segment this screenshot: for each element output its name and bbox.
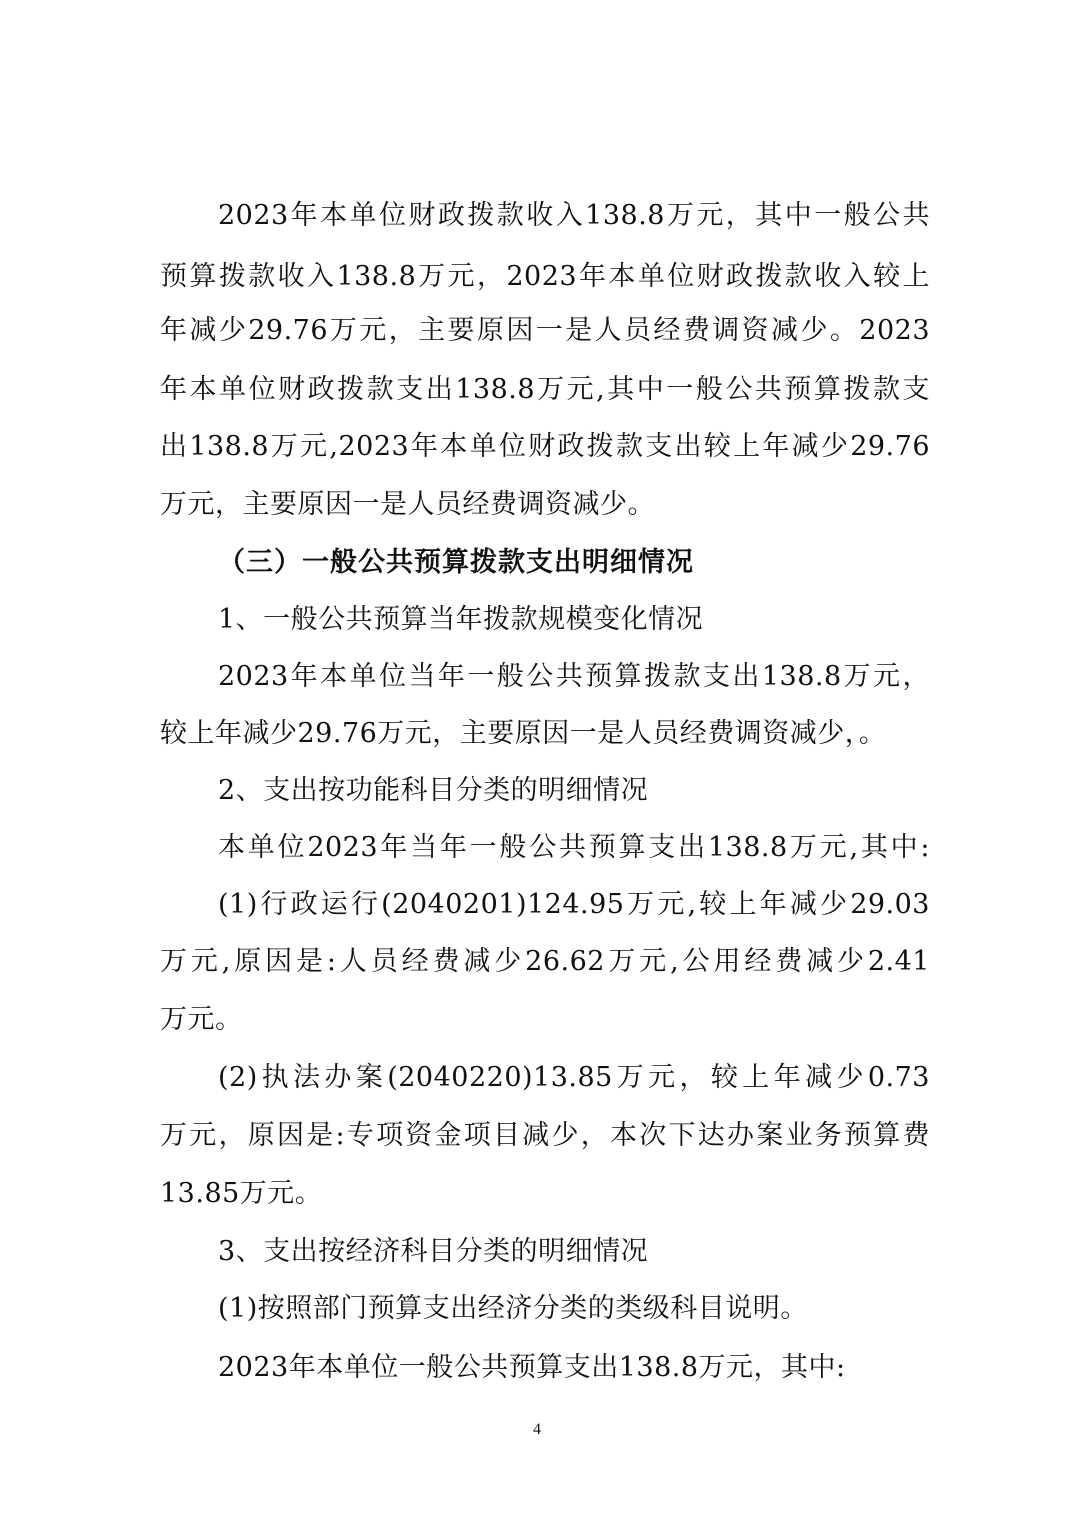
paragraph-line: 万元，主要原因一是人员经费调资减少。: [160, 489, 655, 520]
paragraph-line: 年本单位财政拨款支出138.8万元,其中一般公共预算拨款支: [160, 374, 930, 405]
paragraph-line: (1)行政运行(2040201)124.95万元,较上年减少29.03: [218, 889, 930, 920]
paragraph-line: 较上年减少29.76万元，主要原因一是人员经费调资减少，。: [160, 718, 887, 749]
page-number: 4: [533, 1421, 541, 1438]
subsection-title: 1、一般公共预算当年拨款规模变化情况: [218, 604, 704, 635]
paragraph-line: 13.85万元。: [160, 1178, 323, 1209]
section-heading: （三）一般公共预算拨款支出明细情况: [218, 547, 694, 578]
paragraph-line: (2)执法办案(2040220)13.85万元，较上年减少0.73: [218, 1062, 930, 1093]
paragraph-line: 预算拨款收入138.8万元，2023年本单位财政拨款收入较上: [160, 261, 930, 292]
paragraph-line: 出138.8万元,2023年本单位财政拨款支出较上年减少29.76: [160, 431, 930, 462]
subsection-title: 3、支出按经济科目分类的明细情况: [218, 1236, 649, 1267]
paragraph-line: 万元。: [160, 1004, 243, 1035]
subsection-title: 2、支出按功能科目分类的明细情况: [218, 775, 649, 806]
paragraph-line: (1)按照部门预算支出经济分类的类级科目说明。: [218, 1293, 808, 1324]
paragraph-line: 万元，原因是:专项资金项目减少，本次下达办案业务预算费: [160, 1120, 930, 1151]
paragraph-line: 本单位2023年当年一般公共预算支出138.8万元,其中:: [218, 832, 930, 863]
paragraph-line: 2023年本单位当年一般公共预算拨款支出138.8万元，: [218, 661, 930, 692]
paragraph-line: 年减少29.76万元，主要原因一是人员经费调资减少。2023: [160, 315, 930, 346]
paragraph-line: 2023年本单位一般公共预算支出138.8万元，其中:: [218, 1352, 846, 1383]
paragraph-line: 万元,原因是:人员经费减少26.62万元,公用经费减少2.41: [160, 946, 930, 977]
paragraph-line: 2023年本单位财政拨款收入138.8万元，其中一般公共: [218, 200, 930, 231]
